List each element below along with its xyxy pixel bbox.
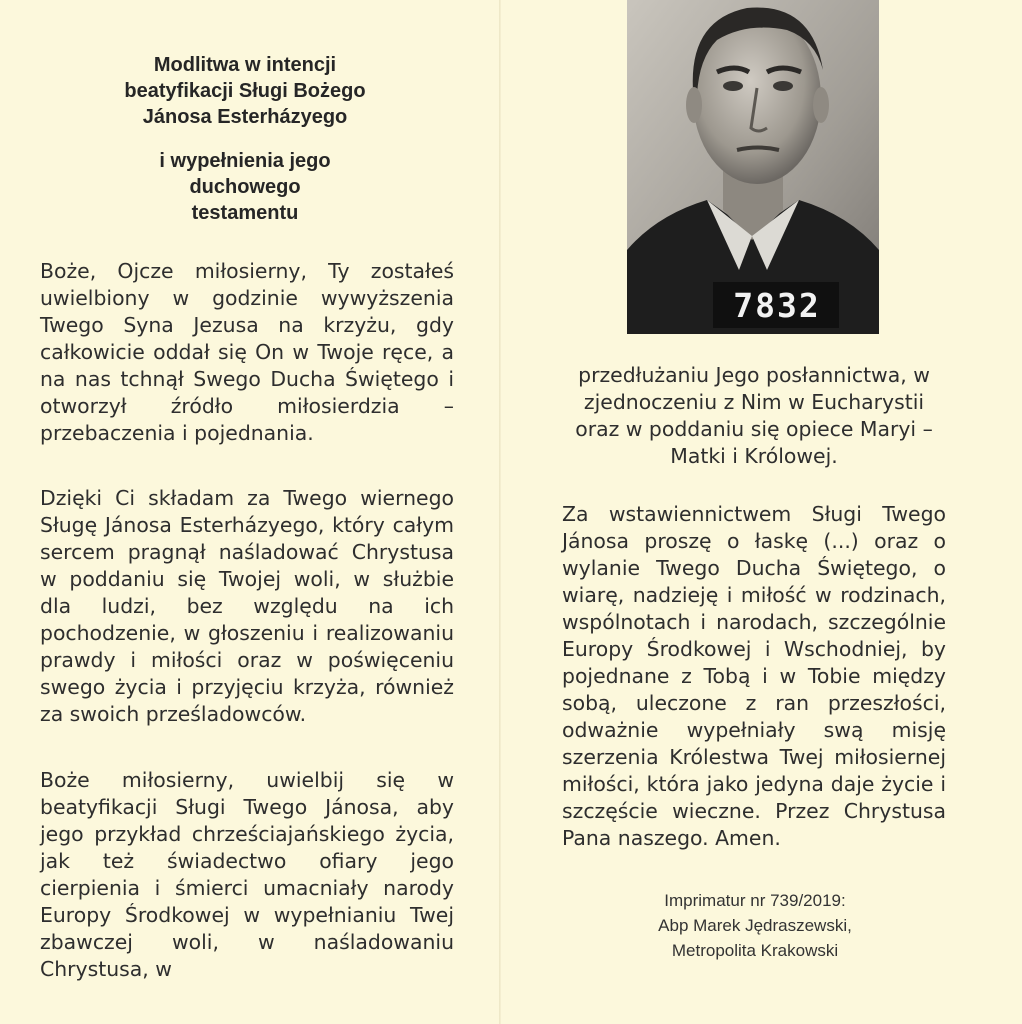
prayer-paragraph-3: Boże miłosierny, uwielbij się w beatyfikacji Sługi Twego Jánosa, aby jego przykład chrześciajańskiego życia, jak też świadectwo ofiary jego cierpienia i śmierci umacniały narody Europy Środkowej w wypełnianiu Twej zbawczej woli, w naśladowaniu Chrystusa, w (40, 768, 454, 981)
page-fold (499, 0, 501, 1024)
subtitle-line: i wypełnienia jego (159, 150, 331, 172)
title-line: beatyfikacji Sługi Bożego (124, 80, 366, 102)
subtitle-line: duchowego (189, 176, 301, 198)
prayer-paragraph-5: Za wstawiennictwem Sługi Twego Jánosa proszę o łaskę (...) oraz o wylanie Twego Ducha Świętego, o wiarę, nadzieję i miłość w rodzinach, wspólnotach i narodach, szczególnie Europy Środkowej i Wschodniej, by pojednane z Tobą i w Tobie między sobą, uleczone z ran przeszłości, odważnie wypełniały swą misję szerzenia Królestwa Twej miłosiernej miłości, która jako jedyna daje życie i szczęście wieczne. Przez Chrystusa Pana naszego. Amen. (562, 502, 946, 850)
title-line: Modlitwa w intencji (153, 54, 337, 76)
imprimatur-line: Imprimatur nr 739/2019: (664, 891, 846, 910)
prayer-subtitle (95, 148, 395, 226)
imprimatur-line: Abp Marek Jędraszewski, (658, 916, 852, 935)
prayer-paragraph-4: przedłużaniu Jego posłannictwa, w zjednoczeniu z Nim w Eucharystii oraz w poddaniu się opiece Maryi – Matki i Królowej. (575, 363, 933, 468)
prisoner-number: 7832 (733, 286, 821, 325)
subtitle-line: testamentu (191, 202, 299, 224)
prayer-title (95, 52, 395, 130)
imprimatur (600, 888, 910, 963)
imprimatur-line: Metropolita Krakowski (671, 941, 839, 960)
title-line: Jánosa Esterházyego (142, 106, 348, 128)
prayer-paragraph-2: Dzięki Ci składam za Twego wiernego Sługę Jánosa Esterházyego, który całym sercem pragnął naśladować Chrystusa w poddaniu się Twojej woli, w służbie dla ludzi, bez względu na ich pochodzenie, w głoszeniu i realizowaniu prawdy i miłości oraz w poświęceniu swego życia i przyjęciu krzyża, również za swoich prześladowców. (40, 486, 454, 726)
prayer-paragraph-1: Boże, Ojcze miłosierny, Ty zostałeś uwielbiony w godzinie wywyższenia Twego Syna Jezusa na krzyżu, gdy całkowicie oddał się On w Twoje ręce, a na nas tchnął Swego Ducha Świętego i otworzył źródło miłosierdzia – przebaczenia i pojednania. (40, 259, 454, 445)
